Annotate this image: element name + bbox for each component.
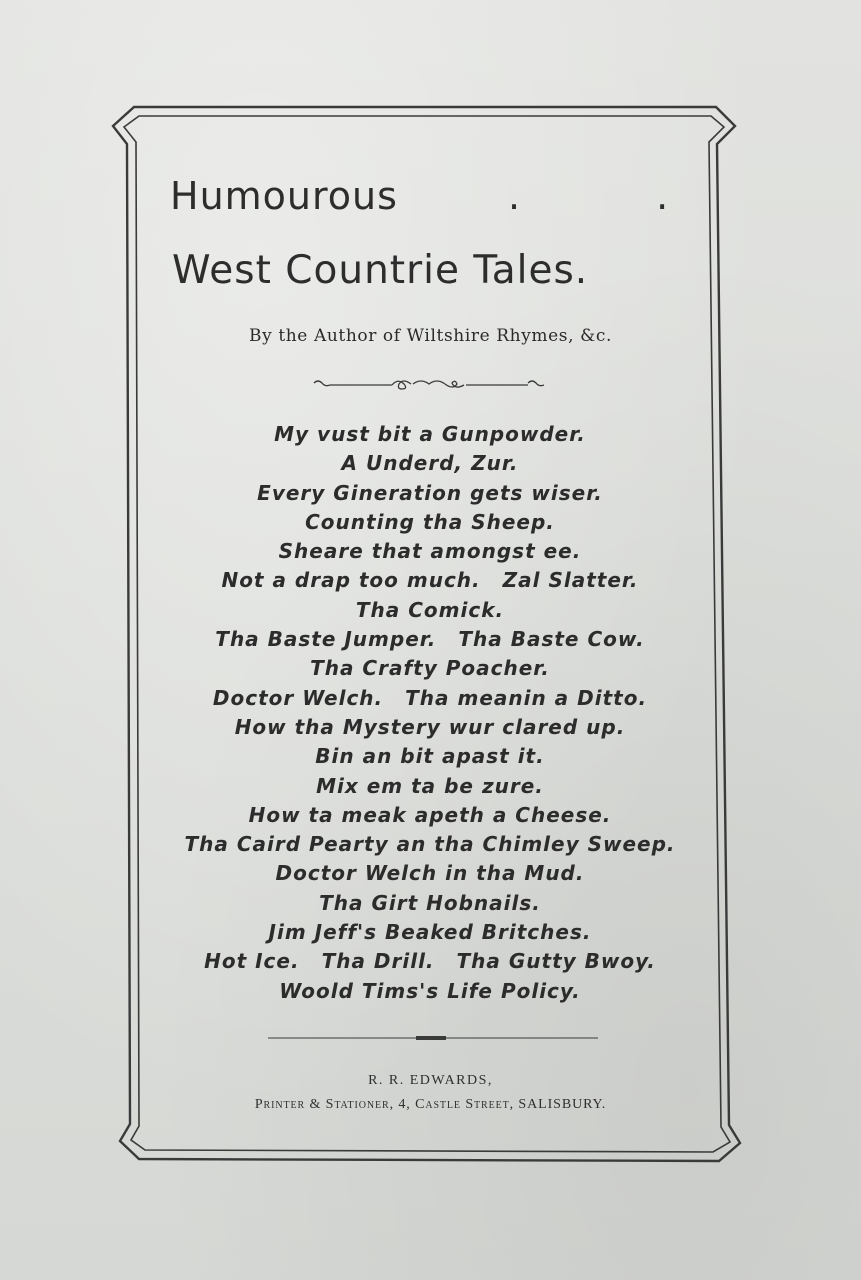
story-title: Tha Caird Pearty an tha Chimley Sweep.	[184, 832, 676, 857]
flourish-ornament-icon	[310, 374, 550, 396]
contents-line	[150, 977, 710, 1006]
contents-line	[150, 742, 710, 771]
story-title: Tha Gutty Bwoy.	[456, 949, 656, 974]
contents-line	[150, 596, 710, 625]
contents-line	[150, 713, 710, 742]
story-title: Every Gineration gets wiser.	[257, 480, 603, 505]
story-title: Mix em ta be zure.	[316, 773, 544, 798]
story-title: My vust bit a Gunpowder.	[274, 422, 586, 446]
story-title: Woold Tims's Life Policy.	[279, 978, 581, 1003]
contents-line	[150, 537, 710, 566]
story-title: Tha Comick.	[355, 597, 505, 622]
contents-line	[150, 479, 710, 508]
story-title: Bin an bit apast it.	[315, 744, 545, 769]
divider-rule	[268, 1035, 598, 1041]
story-title: Tha Baste Jumper.	[215, 627, 437, 652]
story-title: Doctor Welch in tha Mud.	[275, 861, 585, 886]
story-title: Tha Girt Hobnails.	[319, 890, 541, 915]
story-title: Counting tha Sheep.	[305, 509, 555, 534]
story-title: Tha Baste Cow.	[458, 627, 645, 652]
contents-line	[150, 508, 710, 537]
title-line-2: West Countrie Tales.	[172, 248, 589, 293]
story-title: A Underd, Zur.	[341, 451, 519, 476]
contents-line	[150, 859, 710, 888]
story-title: How ta meak apeth a Cheese.	[248, 802, 612, 827]
contents-line	[150, 801, 710, 830]
contents-line	[150, 449, 710, 478]
story-title: Zal Slatter.	[502, 568, 639, 593]
byline: By the Author of Wiltshire Rhymes, &c.	[249, 326, 612, 346]
contents-line	[150, 684, 710, 713]
story-title: Tha Crafty Poacher.	[310, 656, 550, 681]
contents-line	[150, 566, 710, 595]
story-title: Tha meanin a Ditto.	[405, 685, 648, 710]
story-title: How tha Mystery wur clared up.	[234, 714, 626, 739]
story-title: Tha Drill.	[321, 949, 435, 974]
contents-line	[150, 889, 710, 918]
contents-line	[150, 654, 710, 683]
contents-line	[150, 830, 710, 859]
contents-line	[150, 625, 710, 654]
title-dots: . .	[508, 174, 731, 218]
printer-name: R. R. EDWARDS,	[368, 1073, 493, 1088]
contents-list	[150, 420, 710, 1006]
story-title: Sheare that amongst ee.	[278, 539, 582, 564]
story-title: Not a drap too much.	[221, 568, 481, 593]
contents-line	[150, 918, 710, 947]
story-title: Doctor Welch.	[212, 685, 384, 710]
printer-address: Printer & Stationer, 4, Castle Street, SALISBURY.	[254, 1097, 607, 1112]
title-line-1: Humourous	[170, 174, 398, 218]
contents-line	[150, 947, 710, 976]
story-title: Jim Jeff's Beaked Britches.	[268, 920, 592, 945]
contents-line	[150, 772, 710, 801]
contents-line	[150, 420, 710, 449]
story-title: Hot Ice.	[204, 949, 300, 974]
